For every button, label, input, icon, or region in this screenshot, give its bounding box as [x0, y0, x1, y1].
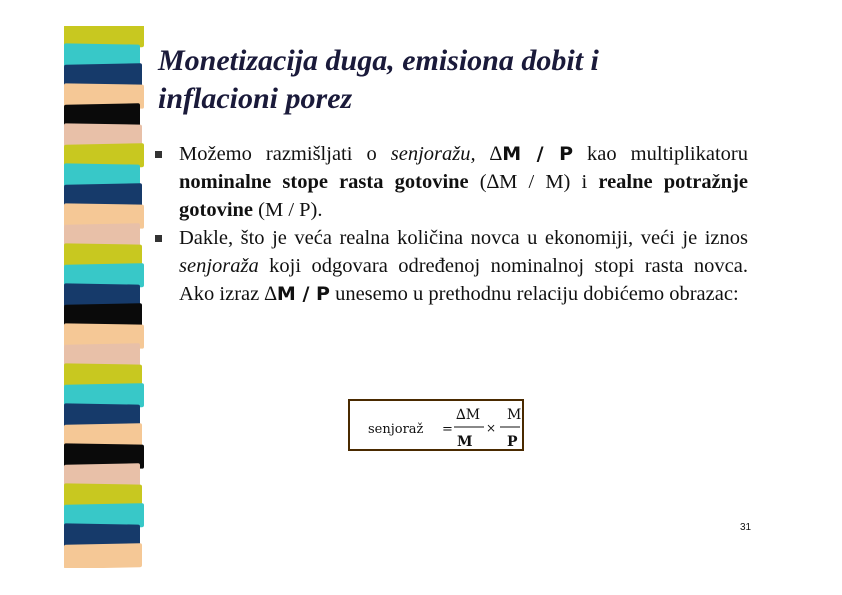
bullet-list — [153, 140, 748, 308]
text-run: koji odgovara određenoj nominalnoj stopi rasta novca. Ako izraz ∆ — [179, 255, 748, 305]
decorative-stripe — [64, 543, 142, 568]
formula-numerator-1: ∆M — [456, 407, 481, 423]
formula-equals: = — [442, 422, 453, 437]
text-run: kao multiplikatoru — [573, 143, 748, 165]
text-run: ∆ — [475, 143, 503, 165]
formula-denominator-2: P — [507, 434, 518, 450]
formula-denominator-1: M — [457, 434, 473, 450]
text-run-italic: senjoražu, — [390, 143, 476, 165]
square-bullet-icon — [155, 235, 162, 242]
text-run: unesemo u prethodnu relaciju dobićemo obrazac: — [329, 283, 739, 305]
text-run: (∆M / M) i — [468, 171, 599, 193]
slide-title — [158, 42, 758, 118]
text-run: Dakle, što je veća realna količina novca u ekonomiji, veći je iznos — [179, 227, 748, 249]
square-bullet-icon — [155, 151, 162, 158]
text-run-italic: senjoraža — [179, 255, 259, 277]
formula-graphic — [350, 401, 526, 453]
text-run-bold: realne potražnje gotovine — [179, 171, 748, 221]
page-number: 31 — [740, 522, 752, 533]
text-run-bold: M / P — [276, 283, 330, 305]
formula-numerator-2: M — [507, 407, 522, 423]
title-line-2: inflacioni porez — [158, 82, 353, 115]
text-run-bold: M / P — [502, 143, 574, 165]
text-run: (M / P). — [253, 199, 323, 221]
decorative-stripes — [64, 26, 144, 568]
formula-lhs: senjoraž — [368, 422, 424, 437]
text-run: Možemo razmišljati o — [179, 143, 391, 165]
formula-times: × — [486, 421, 497, 435]
bullet-item — [153, 224, 748, 308]
bullet-item — [153, 140, 748, 224]
text-run-bold: nominalne stope rasta gotovine — [179, 171, 469, 193]
title-line-1: Monetizacija duga, emisiona dobit i — [158, 44, 599, 77]
formula-box — [348, 399, 524, 451]
